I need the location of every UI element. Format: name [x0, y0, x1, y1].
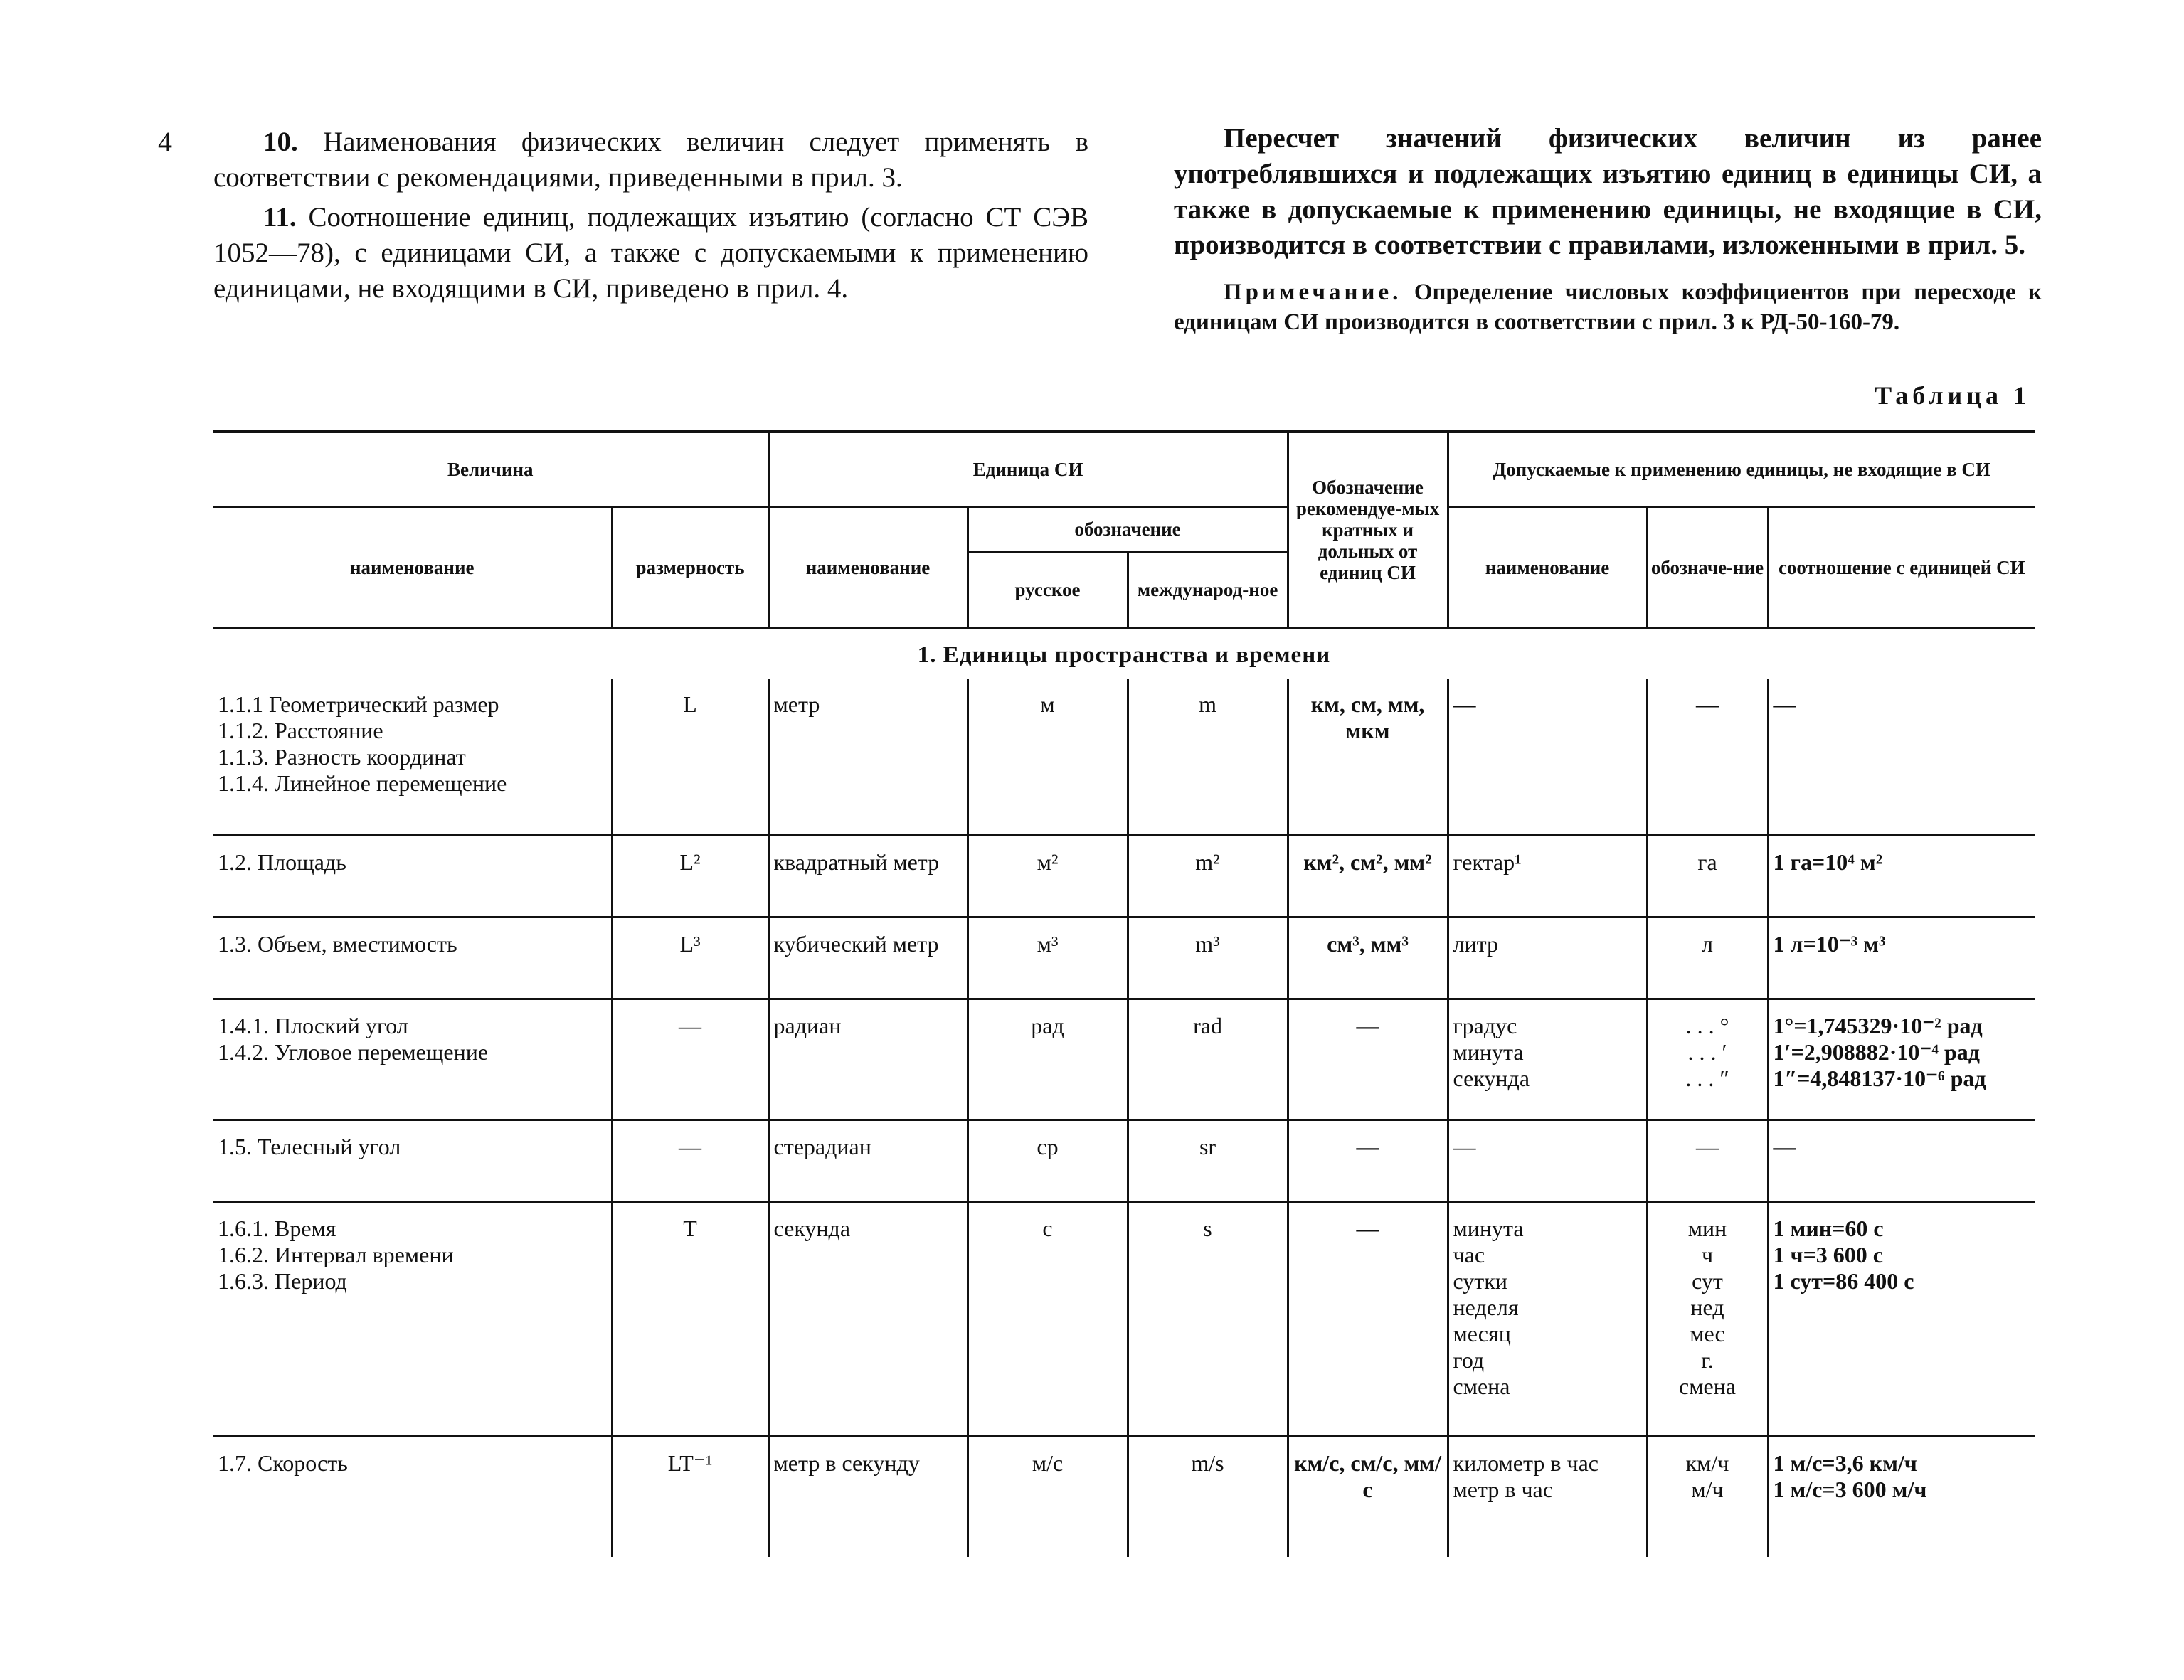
page-marker: 4	[158, 126, 172, 158]
multiples-cell: —	[1288, 1120, 1448, 1201]
allowed-unit-ratio-cell: 1°=1,745329·10⁻² рад 1′=2,908882·10⁻⁴ рад 1″=4,848137·10⁻⁶ рад	[1768, 999, 2035, 1120]
dimension-cell: —	[612, 1120, 768, 1201]
quantity-name-cell: 1.4.1. Плоский угол 1.4.2. Угловое перемещение	[213, 999, 612, 1120]
allowed-unit-symbol-cell: га	[1647, 835, 1768, 917]
table-row	[213, 835, 2035, 917]
paragraph-10	[213, 124, 1088, 196]
quantity-name-cell: 1.7. Скорость	[213, 1436, 612, 1557]
si-symbol-international-cell: m²	[1128, 835, 1288, 917]
si-symbol-international-cell: m/s	[1128, 1436, 1288, 1557]
header-allowed-name: наименование	[1448, 507, 1647, 629]
header-si-symbol: обозначение	[968, 507, 1288, 552]
multiples-cell: —	[1288, 999, 1448, 1120]
left-column-text	[213, 124, 1088, 307]
table-header	[213, 432, 2035, 628]
allowed-unit-ratio-cell: —	[1768, 1120, 2035, 1201]
paragraph-11	[213, 200, 1088, 307]
table-body	[213, 628, 2035, 1557]
paragraph-11-text: Соотношение единиц, подлежащих изъятию (согласно СТ СЭВ 1052—78), с единицами СИ, а также с допускаемыми к применению единицами, не входящими в СИ, приведено в прил. 4.	[213, 202, 1089, 304]
allowed-unit-name-cell: литр	[1448, 917, 1647, 999]
dimension-cell: —	[612, 999, 768, 1120]
si-symbol-international-cell: rad	[1128, 999, 1288, 1120]
allowed-unit-ratio-cell: 1 м/с=3,6 км/ч 1 м/с=3 600 м/ч	[1768, 1436, 2035, 1557]
si-unit-name-cell: секунда	[768, 1201, 968, 1436]
allowed-unit-name-cell: —	[1448, 679, 1647, 835]
paragraph-10-text: Наименования физических величин следует применять в соответствии с рекомендациями, приведенными в прил. 3.	[213, 127, 1088, 193]
table-row	[213, 679, 2035, 835]
si-symbol-international-cell: m	[1128, 679, 1288, 835]
si-unit-name-cell: стерадиан	[768, 1120, 968, 1201]
table-row	[213, 1436, 2035, 1557]
si-symbol-international-cell: sr	[1128, 1120, 1288, 1201]
si-symbol-russian-cell: м²	[968, 835, 1128, 917]
header-si-unit: Единица СИ	[768, 432, 1288, 507]
quantity-name-cell: 1.3. Объем, вместимость	[213, 917, 612, 999]
multiples-cell: км/с, см/с, мм/с	[1288, 1436, 1448, 1557]
dimension-cell: T	[612, 1201, 768, 1436]
units-table	[213, 430, 2035, 1557]
allowed-unit-name-cell: —	[1448, 1120, 1647, 1201]
allowed-unit-ratio-cell: 1 мин=60 с 1 ч=3 600 с 1 сут=86 400 с	[1768, 1201, 2035, 1436]
allowed-unit-symbol-cell: —	[1647, 679, 1768, 835]
note-paragraph	[1174, 277, 2042, 337]
dimension-cell: L³	[612, 917, 768, 999]
si-unit-name-cell: кубический метр	[768, 917, 968, 999]
quantity-name-cell: 1.5. Телесный угол	[213, 1120, 612, 1201]
table-title: Таблица 1	[1875, 381, 2030, 410]
table-row	[213, 999, 2035, 1120]
header-allowed-ratio: соотношение с единицей СИ	[1768, 507, 2035, 629]
si-unit-name-cell: квадратный метр	[768, 835, 968, 917]
allowed-unit-ratio-cell: 1 га=10⁴ м²	[1768, 835, 2035, 917]
si-symbol-russian-cell: м/с	[968, 1436, 1128, 1557]
header-allowed-symbol: обозначе-ние	[1647, 507, 1768, 629]
header-allowed-units: Допускаемые к применению единицы, не входящие в СИ	[1448, 432, 2035, 507]
multiples-cell: см³, мм³	[1288, 917, 1448, 999]
si-symbol-russian-cell: м³	[968, 917, 1128, 999]
header-multiples: Обозначение рекомендуе-мых кратных и дольных от единиц СИ	[1288, 432, 1448, 628]
multiples-cell: —	[1288, 1201, 1448, 1436]
allowed-unit-name-cell: километр в час метр в час	[1448, 1436, 1647, 1557]
allowed-unit-symbol-cell: мин ч сут нед мес г. смена	[1647, 1201, 1768, 1436]
si-unit-name-cell: метр в секунду	[768, 1436, 968, 1557]
allowed-unit-symbol-cell: . . . ° . . . ′ . . . ″	[1647, 999, 1768, 1120]
allowed-unit-ratio-cell: 1 л=10⁻³ м³	[1768, 917, 2035, 999]
header-si-international: международ-ное	[1128, 552, 1288, 629]
multiples-cell: км², см², мм²	[1288, 835, 1448, 917]
note-text: Определение числовых коэффициентов при пересходе к единицам СИ производится в соответствии с прил. 3 к РД-50-160-79.	[1174, 280, 2042, 335]
allowed-unit-symbol-cell: —	[1647, 1120, 1768, 1201]
table-row	[213, 917, 2035, 999]
si-symbol-russian-cell: рад	[968, 999, 1128, 1120]
si-unit-name-cell: метр	[768, 679, 968, 835]
dimension-cell: L	[612, 679, 768, 835]
si-unit-name-cell: радиан	[768, 999, 968, 1120]
dimension-cell: L²	[612, 835, 768, 917]
recalculation-paragraph: Пересчет значений физических величин из ранее употреблявшихся и подлежащих изъятию единиц в единицы СИ, а также в допускаемые к применению единицы, не входящие в СИ, производится в соответствии с правилами, изложенными в прил. 5.	[1174, 123, 2042, 260]
multiples-cell: км, см, мм, мкм	[1288, 679, 1448, 835]
allowed-unit-name-cell: минута час сутки неделя месяц год смена	[1448, 1201, 1647, 1436]
section-heading: 1. Единицы пространства и времени	[917, 642, 1331, 668]
table-row	[213, 1120, 2035, 1201]
header-quantity: Величина	[213, 432, 768, 507]
table-row	[213, 1201, 2035, 1436]
quantity-name-cell: 1.1.1 Геометрический размер 1.1.2. Расстояние 1.1.3. Разность координат 1.1.4. Линейное перемещение	[213, 679, 612, 835]
allowed-unit-symbol-cell: км/ч м/ч	[1647, 1436, 1768, 1557]
paragraph-10-number: 10.	[263, 127, 298, 157]
allowed-unit-symbol-cell: л	[1647, 917, 1768, 999]
quantity-name-cell: 1.6.1. Время 1.6.2. Интервал времени 1.6.3. Период	[213, 1201, 612, 1436]
header-quantity-name: наименование	[213, 507, 612, 629]
si-symbol-russian-cell: ср	[968, 1120, 1128, 1201]
header-si-name: наименование	[768, 507, 968, 629]
allowed-unit-name-cell: гектар¹	[1448, 835, 1647, 917]
allowed-unit-ratio-cell: —	[1768, 679, 2035, 835]
quantity-name-cell: 1.2. Площадь	[213, 835, 612, 917]
header-si-russian: русское	[968, 552, 1128, 629]
si-symbol-russian-cell: с	[968, 1201, 1128, 1436]
si-symbol-international-cell: s	[1128, 1201, 1288, 1436]
note-label: Примечание.	[1224, 280, 1402, 305]
si-symbol-international-cell: m³	[1128, 917, 1288, 999]
dimension-cell: LT⁻¹	[612, 1436, 768, 1557]
si-symbol-russian-cell: м	[968, 679, 1128, 835]
header-dimension: размерность	[612, 507, 768, 629]
paragraph-11-number: 11.	[263, 202, 297, 233]
right-column-text	[1174, 121, 2042, 337]
allowed-unit-name-cell: градус минута секунда	[1448, 999, 1647, 1120]
